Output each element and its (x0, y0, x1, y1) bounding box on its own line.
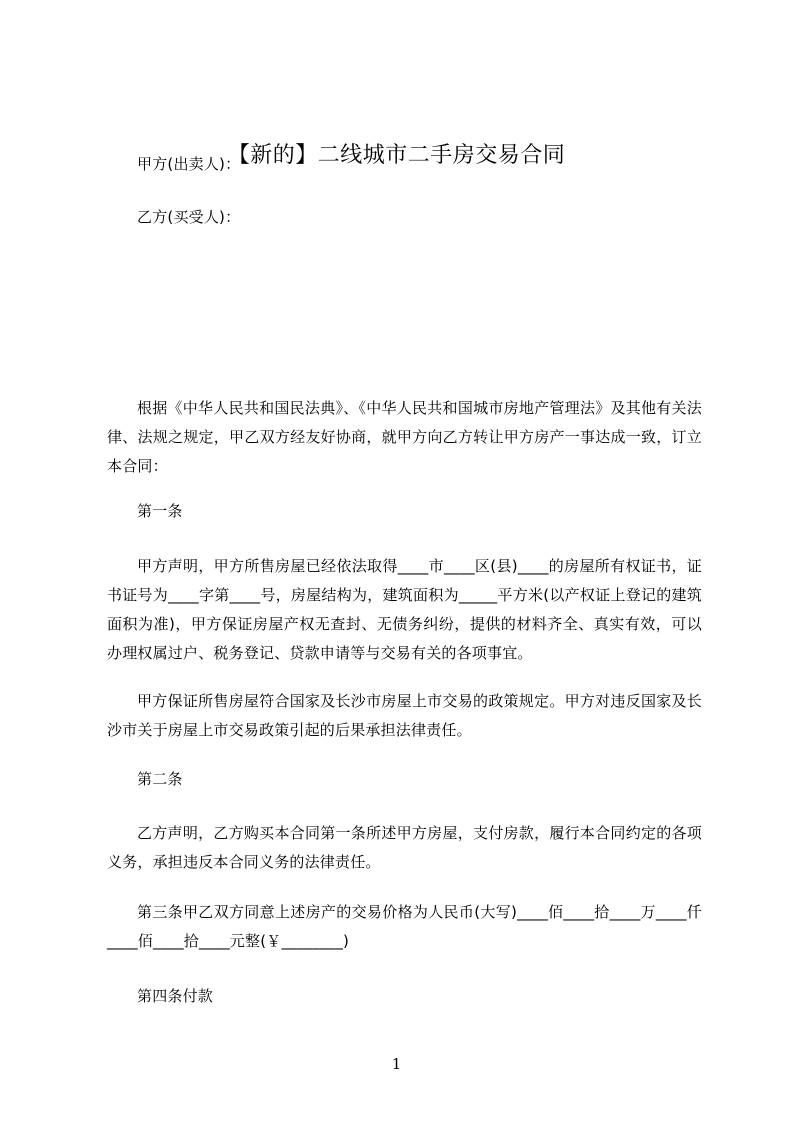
article-3-block (107, 898, 702, 956)
document-title: 【新的】二线城市二手房交易合同 (227, 143, 566, 168)
preamble-block (107, 394, 702, 481)
article-4-heading: 第四条付款 (137, 987, 214, 1005)
article-4-heading-block (107, 982, 702, 1011)
article-3-paragraph: 第三条甲乙双方同意上述房产的交易价格为人民币(大写)____佰____拾____万____仟____佰____拾____元整(￥________) (107, 903, 702, 950)
article-2-heading: 第二条 (137, 770, 183, 788)
party-a-line: 甲方(出卖人)： (137, 155, 241, 173)
article-1-para-2-block (107, 687, 702, 745)
article-2-paragraph-1: 乙方声明，乙方购买本合同第一条所述甲方房屋，支付房款，履行本合同约定的各项义务，承担违反本合同义务的法律责任。 (107, 824, 702, 871)
article-1-paragraph-1: 甲方声明，甲方所售房屋已经依法取得____市____区(县)____的房屋所有权证书，证书证号为____字第____号，房屋结构为，建筑面积为_____平方米(以产权证上登记的建筑面积为准)，甲方保证房屋产权无查封、无债务纠纷，提供的材料齐全、真实有效，可以办理权属过户、税务登记、贷款申请等与交易有关的各项事宜。 (107, 557, 702, 662)
preamble-paragraph: 根据《中华人民共和国民法典》、《中华人民共和国城市房地产管理法》及其他有关法律、法规之规定，甲乙双方经友好协商，就甲方向乙方转让甲方房产一事达成一致，订立本合同： (107, 399, 702, 475)
article-1-para-1-block (107, 552, 702, 668)
article-1-heading: 第一条 (137, 502, 183, 520)
page-number: 1 (391, 1055, 402, 1073)
party-b-line: 乙方(买受人)： (137, 208, 241, 226)
article-1-heading-block (107, 497, 702, 526)
article-1-paragraph-2: 甲方保证所售房屋符合国家及长沙市房屋上市交易的政策规定。甲方对违反国家及长沙市关于房屋上市交易政策引起的后果承担法律责任。 (107, 692, 702, 739)
article-2-para-1-block (107, 819, 702, 877)
article-2-heading-block (107, 765, 702, 794)
